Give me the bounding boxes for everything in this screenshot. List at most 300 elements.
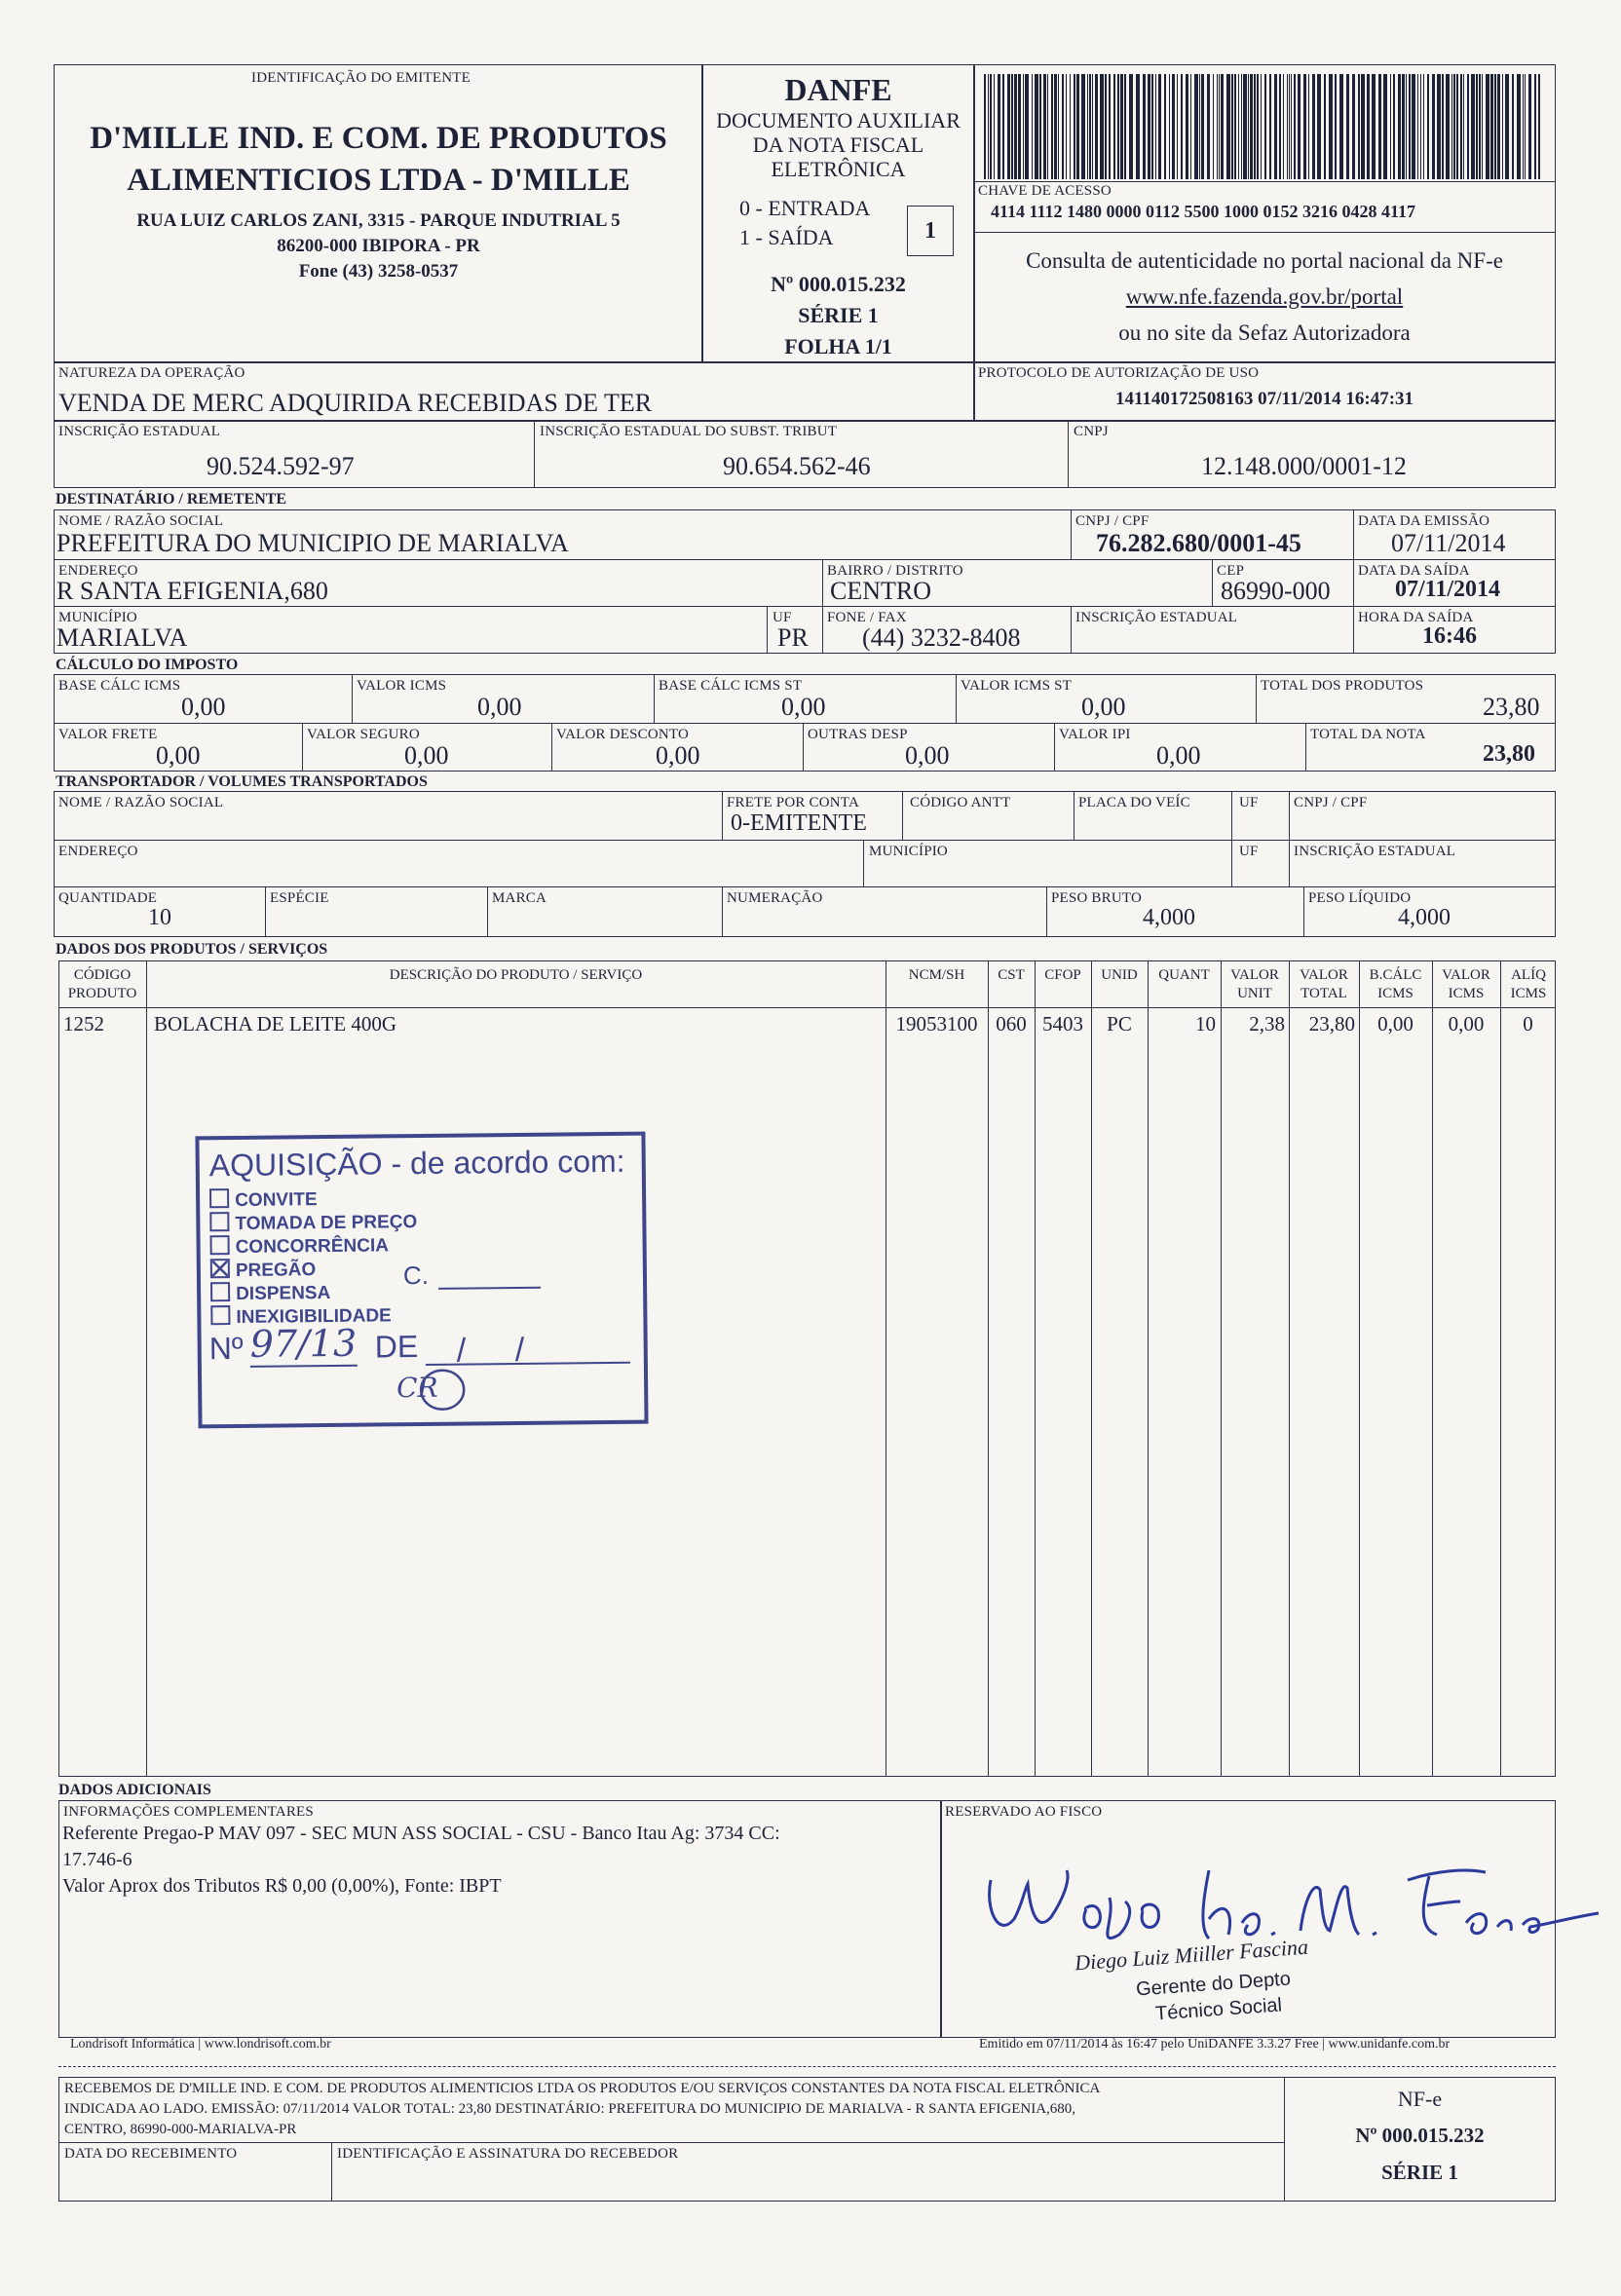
checkbox-icon [209, 1212, 229, 1231]
dest-saida-label: DATA DA SAÍDA [1358, 563, 1470, 579]
danfe-saida: 1 - SAÍDA [739, 225, 834, 249]
barcode-bar [1058, 74, 1059, 179]
barcode-bar [1011, 74, 1013, 179]
iest-label: INSCRIÇÃO ESTADUAL DO SUBST. TRIBUT [540, 424, 838, 439]
barcode-bar [1378, 74, 1381, 179]
barcode-bar [1346, 74, 1349, 179]
cell-cst: 060 [996, 1012, 1027, 1035]
th-valor-icms: VALOR ICMS [1442, 967, 1490, 1001]
canhoto-line-2: INDICADA AO LADO. EMISSÃO: 07/11/2014 VALOR TOTAL: 23,80 DESTINATÁRIO: PREFEITURA DO MUNICIPIO DE MARIALVA - R SANTA EFIGENIA,680, [64, 2101, 1076, 2117]
base-st-label: BASE CÁLC ICMS ST [659, 678, 803, 694]
th-valor-total: VALOR TOTAL [1300, 967, 1348, 1001]
barcode-bar [1213, 74, 1214, 179]
signature-name: Diego Luiz Miiller Fascina [1074, 1934, 1309, 1976]
chave-url[interactable]: www.nfe.fazenda.gov.br/portal [1125, 284, 1404, 309]
barcode-bar [984, 74, 986, 179]
barcode-bar [1066, 74, 1067, 179]
aquisicao-stamp: AQUISIÇÃO - de acordo com: CONVITE TOMADA DE PREÇO CONCORRÊNCIA PREGÃO DISPENSA INEXIGIBILIDADE C. Nº 97/13 DE / / CR [195, 1132, 648, 1429]
tr-antt-label: CÓDIGO ANTT [910, 795, 1011, 810]
cell-unid: PC [1107, 1012, 1132, 1035]
stamp-rubrica: CR [396, 1371, 438, 1405]
barcode-bar [1248, 74, 1249, 179]
th-cst: CST [998, 967, 1025, 983]
dest-fone-label: FONE / FAX [827, 610, 907, 625]
cnpj-value: 12.148.000/0001-12 [1201, 452, 1407, 480]
barcode-bar [1317, 74, 1321, 179]
barcode-bar [1151, 74, 1153, 179]
protocolo-label: PROTOCOLO DE AUTORIZAÇÃO DE USO [978, 365, 1260, 381]
barcode-bar [1155, 74, 1156, 179]
barcode-bar [1352, 74, 1355, 179]
barcode-bar [1451, 74, 1452, 179]
barcode-bar [1283, 74, 1284, 179]
seguro: 0,00 [404, 741, 449, 770]
danfe-title: DANFE [784, 72, 892, 107]
seguro-label: VALOR SEGURO [307, 727, 420, 742]
canhoto-line-1: RECEBEMOS DE D'MILLE IND. E COM. DE PRODUTOS ALIMENTICIOS LTDA OS PRODUTOS E/OU SERVIÇOS CONSTANTES DA NOTA FISCAL ELETRÔNICA [64, 2081, 1101, 2096]
stamp-opt-concorrencia: CONCORRÊNCIA [210, 1233, 444, 1260]
destinatario-section: DESTINATÁRIO / REMETENTE [56, 491, 287, 508]
barcode-bar [1207, 74, 1210, 179]
tr-marca-label: MARCA [492, 890, 547, 906]
info-line-1: Referente Pregao-P MAV 097 - SEC MUN ASS SOCIAL - CSU - Banco Itau Ag: 3734 CC: [62, 1823, 780, 1844]
info-line-2: 17.746-6 [62, 1849, 132, 1870]
tr-ie-label: INSCRIÇÃO ESTADUAL [1294, 844, 1456, 859]
ie-label: INSCRIÇÃO ESTADUAL [58, 424, 221, 439]
natureza-value: VENDA DE MERC ADQUIRIDA RECEBIDAS DE TER [58, 389, 653, 417]
emitente-label: IDENTIFICAÇÃO DO EMITENTE [251, 70, 471, 86]
barcode-bar [1087, 74, 1088, 179]
cell-codigo: 1252 [63, 1012, 104, 1035]
barcode-bar [1047, 74, 1048, 179]
barcode-bar [1372, 74, 1376, 179]
barcode-bar [1279, 74, 1281, 179]
canhoto-numero: Nº 000.015.232 [1355, 2124, 1485, 2147]
barcode-bar [1390, 74, 1391, 179]
barcode-bar [1117, 74, 1119, 179]
chave-consulta-1: Consulta de autenticidade no portal nacional da NF-e [1026, 248, 1503, 273]
chave-value: 4114 1112 1480 0000 0112 5500 1000 0152 3216 0428 4117 [991, 202, 1416, 221]
footer-right: Emitido em 07/11/2014 às 16:47 pelo UniDANFE 3.3.27 Free | www.unidanfe.com.br [979, 2037, 1451, 2051]
barcode-bar [1409, 74, 1411, 179]
barcode-bar [1136, 74, 1140, 179]
barcode-bar [1089, 74, 1091, 179]
cell-bcalc: 0,00 [1377, 1012, 1414, 1035]
canhoto-assinatura-label: IDENTIFICAÇÃO E ASSINATURA DO RECEBEDOR [337, 2146, 679, 2162]
barcode-bar [1437, 74, 1441, 179]
barcode-bar [1199, 74, 1200, 179]
tr-uf-label: UF [1239, 795, 1259, 810]
valor-icms-label: VALOR ICMS [357, 678, 447, 694]
barcode-bar [1023, 74, 1024, 179]
barcode-bar [1312, 74, 1315, 179]
barcode-bar [1164, 74, 1166, 179]
barcode-bar [1054, 74, 1057, 179]
signature-cargo-1: Gerente do Depto [1135, 1968, 1292, 2001]
signature-cargo-2: Técnico Social [1154, 1994, 1283, 2025]
barcode-bar [1201, 74, 1204, 179]
total-prod-label: TOTAL DOS PRODUTOS [1261, 678, 1424, 694]
stamp-de-label: DE [374, 1329, 419, 1365]
emitente-name-2: ALIMENTICIOS LTDA - D'MILLE [127, 163, 630, 198]
barcode-bar [994, 74, 995, 179]
stamp-opt-dispensa: DISPENSA [210, 1280, 444, 1306]
dest-cnpj-label: CNPJ / CPF [1075, 513, 1150, 529]
barcode-bar [1453, 74, 1455, 179]
barcode-bar [1406, 74, 1407, 179]
th-codigo: CÓDIGO PRODUTO [67, 967, 137, 1001]
tr-qtd: 10 [148, 905, 171, 930]
cell-descricao: BOLACHA DE LEITE 400G [154, 1012, 397, 1035]
frete: 0,00 [156, 741, 201, 770]
canhoto-serie: SÉRIE 1 [1381, 2161, 1458, 2184]
barcode-bar [1476, 74, 1478, 179]
barcode-bar [1479, 74, 1481, 179]
valor-icms: 0,00 [477, 693, 522, 721]
barcode-bar [1169, 74, 1170, 179]
fisco-label: RESERVADO AO FISCO [945, 1804, 1103, 1820]
emitente-city: 86200-000 IBIPORA - PR [277, 236, 480, 256]
barcode-bar [1257, 74, 1259, 179]
tr-endereco-label: ENDEREÇO [58, 844, 138, 859]
danfe-sub-1: DOCUMENTO AUXILIAR [716, 108, 961, 132]
dest-endereco: R SANTA EFIGENIA,680 [57, 577, 328, 605]
tr-numeracao-label: NUMERAÇÃO [727, 890, 823, 906]
barcode-bar [1018, 74, 1021, 179]
barcode-bar [1181, 74, 1183, 179]
rubrica-circle [418, 1368, 467, 1413]
cell-valor-unit: 2,38 [1249, 1012, 1285, 1035]
footer-left: Londrisoft Informática | www.londrisoft.com.br [70, 2037, 331, 2051]
cell-quant: 10 [1195, 1012, 1216, 1035]
barcode-bar [1002, 74, 1004, 179]
valor-st: 0,00 [1081, 693, 1126, 721]
barcode-bar [1402, 74, 1405, 179]
tr-placa-label: PLACA DO VEÍC [1078, 795, 1190, 810]
barcode-bar [1217, 74, 1218, 179]
barcode-bar [1234, 74, 1236, 179]
barcode-bar [1525, 74, 1526, 179]
barcode-bar [1463, 74, 1464, 179]
barcode-bar [1291, 74, 1292, 179]
barcode-bar [1303, 74, 1306, 179]
barcode-bar [1490, 74, 1493, 179]
barcode-bar [1221, 74, 1224, 179]
barcode-bar [1274, 74, 1277, 179]
checkbox-icon [210, 1282, 230, 1301]
th-cfop: CFOP [1044, 967, 1081, 983]
outras-label: OUTRAS DESP [808, 727, 908, 742]
checkbox-icon [210, 1235, 230, 1255]
barcode-bar [1172, 74, 1175, 179]
barcode-bar [1486, 74, 1489, 179]
barcode-bar [1538, 74, 1540, 179]
barcode-bar [1446, 74, 1450, 179]
ipi: 0,00 [1156, 741, 1201, 770]
barcode-image [984, 74, 1545, 179]
barcode-bar [1432, 74, 1435, 179]
base-icms: 0,00 [181, 693, 226, 721]
natureza-label: NATUREZA DA OPERAÇÃO [58, 365, 245, 381]
dest-cep-label: CEP [1217, 563, 1245, 579]
tr-uf2-label: UF [1239, 844, 1259, 859]
tr-peso-liquido: 4,000 [1398, 905, 1451, 930]
barcode-bar [1264, 74, 1266, 179]
dest-bairro-label: BAIRRO / DISTRITO [827, 563, 963, 579]
canhoto-data-label: DATA DO RECEBIMENTO [64, 2146, 238, 2162]
barcode-bar [1025, 74, 1029, 179]
barcode-bar [1420, 74, 1421, 179]
dest-municipio-label: MUNICÍPIO [58, 610, 137, 625]
dest-endereco-label: ENDEREÇO [58, 563, 138, 579]
barcode-bar [1427, 74, 1429, 179]
info-label: INFORMAÇÕES COMPLEMENTARES [63, 1804, 314, 1820]
barcode-bar [1238, 74, 1239, 179]
barcode-bar [1062, 74, 1064, 179]
barcode-bar [1467, 74, 1469, 179]
barcode-bar [1007, 74, 1010, 179]
valor-st-label: VALOR ICMS ST [961, 678, 1073, 694]
checkbox-icon [209, 1188, 229, 1208]
dest-uf-label: UF [773, 610, 792, 625]
barcode-bar [1109, 74, 1111, 179]
dest-hora-label: HORA DA SAÍDA [1358, 610, 1474, 625]
barcode-bar [1393, 74, 1395, 179]
stamp-opt-pregao: PREGÃO [210, 1257, 444, 1283]
barcode-bar [1497, 74, 1500, 179]
stamp-title: AQUISIÇÃO - de acordo com: [208, 1143, 625, 1184]
barcode-bar [1105, 74, 1107, 179]
barcode-bar [1070, 74, 1071, 179]
dest-fone: (44) 3232-8408 [862, 623, 1021, 652]
tr-peso-bruto: 4,000 [1143, 905, 1195, 930]
barcode-bar [1100, 74, 1104, 179]
stamp-opt-tomada: TOMADA DE PREÇO [209, 1210, 443, 1236]
th-valor-unit: VALOR UNIT [1230, 967, 1279, 1001]
barcode-bar [1254, 74, 1256, 179]
barcode-bar [1226, 74, 1230, 179]
barcode-bar [1308, 74, 1309, 179]
canhoto-nfe: NF-e [1397, 2087, 1443, 2111]
transportador-section: TRANSPORTADOR / VOLUMES TRANSPORTADOS [56, 773, 428, 790]
chave-label: CHAVE DE ACESSO [978, 183, 1112, 199]
barcode-bar [1294, 74, 1296, 179]
stamp-opt-convite: CONVITE [209, 1186, 443, 1213]
dest-saida: 07/11/2014 [1395, 577, 1501, 602]
barcode-bar [1051, 74, 1053, 179]
barcode-bar [1367, 74, 1370, 179]
iest-value: 90.654.562-46 [723, 452, 871, 480]
cut-line [58, 2066, 1556, 2067]
base-icms-label: BASE CÁLC ICMS [58, 678, 181, 694]
barcode-bar [1335, 74, 1337, 179]
checkbox-icon [210, 1305, 230, 1325]
barcode-bar [1250, 74, 1253, 179]
dest-nome-label: NOME / RAZÃO SOCIAL [58, 513, 224, 529]
barcode-bar [1528, 74, 1531, 179]
ipi-label: VALOR IPI [1059, 727, 1131, 742]
barcode-bar [1074, 74, 1075, 179]
stamp-numero-hand: 97/13 [249, 1321, 358, 1366]
danfe-entrada: 0 - ENTRADA [739, 196, 871, 220]
barcode-bar [1039, 74, 1041, 179]
barcode-bar [1219, 74, 1220, 179]
barcode-bar [1534, 74, 1536, 179]
imposto-section: CÁLCULO DO IMPOSTO [56, 657, 239, 673]
barcode-bar [1456, 74, 1458, 179]
barcode-bar [1095, 74, 1098, 179]
barcode-bar [1158, 74, 1161, 179]
dest-emissao: 07/11/2014 [1391, 529, 1506, 557]
barcode-bar [1523, 74, 1524, 179]
barcode-bar [1043, 74, 1046, 179]
desconto-label: VALOR DESCONTO [556, 727, 690, 742]
barcode-bar [1143, 74, 1146, 179]
barcode-bar [1124, 74, 1126, 179]
barcode-bar [1190, 74, 1191, 179]
barcode-bar [1269, 74, 1271, 179]
checked-checkbox-icon [210, 1259, 230, 1278]
danfe-numero: Nº 000.015.232 [771, 272, 906, 296]
ie-value: 90.524.592-97 [207, 452, 355, 480]
tr-frete-label: FRETE POR CONTA [727, 795, 859, 810]
desconto: 0,00 [656, 741, 700, 770]
danfe-sub-3: ELETRÔNICA [771, 157, 906, 181]
barcode-bar [1081, 74, 1085, 179]
cell-aliq: 0 [1523, 1012, 1533, 1035]
frete-label: VALOR FRETE [58, 727, 158, 742]
barcode-bar [1186, 74, 1188, 179]
barcode-bar [1289, 74, 1290, 179]
barcode-bar [1329, 74, 1333, 179]
dest-cep: 86990-000 [1221, 577, 1331, 605]
th-ncm: NCM/SH [908, 967, 965, 983]
barcode-bar [1517, 74, 1521, 179]
barcode-bar [1177, 74, 1178, 179]
barcode-bar [1494, 74, 1496, 179]
th-quant: QUANT [1158, 967, 1210, 983]
barcode-bar [1014, 74, 1017, 179]
barcode-bar [1512, 74, 1514, 179]
barcode-bar [1502, 74, 1503, 179]
stamp-numero-label: Nº [208, 1330, 244, 1367]
produtos-section: DADOS DOS PRODUTOS / SERVIÇOS [56, 941, 328, 958]
stamp-opt-inexigibilidade: INEXIGIBILIDADE [210, 1303, 444, 1330]
cell-valor-icms: 0,00 [1448, 1012, 1485, 1035]
barcode-bar [1287, 74, 1288, 179]
total-prod: 23,80 [1483, 693, 1540, 721]
tr-peso-bruto-label: PESO BRUTO [1051, 890, 1142, 906]
info-line-3: Valor Aprox dos Tributos R$ 0,00 (0,00%), Fonte: IBPT [62, 1875, 502, 1897]
barcode-bar [1092, 74, 1093, 179]
outras: 0,00 [905, 741, 950, 770]
barcode-bar [1412, 74, 1415, 179]
barcode-bar [1398, 74, 1401, 179]
dest-cnpj: 76.282.680/0001-45 [1096, 529, 1301, 557]
th-aliq-icms: ALÍQ ICMS [1510, 967, 1547, 1001]
cell-cfop: 5403 [1042, 1012, 1083, 1035]
dest-bairro: CENTRO [830, 577, 931, 605]
barcode-bar [1505, 74, 1509, 179]
total-nota: 23,80 [1483, 741, 1535, 767]
barcode-bar [1358, 74, 1360, 179]
dest-uf: PR [777, 623, 809, 652]
emitente-name-1: D'MILLE IND. E COM. DE PRODUTOS [90, 121, 667, 156]
barcode-bar [1471, 74, 1475, 179]
barcode-bar [1383, 74, 1387, 179]
barcode-bar [1460, 74, 1462, 179]
barcode-bar [1129, 74, 1133, 179]
barcode-bar [1035, 74, 1038, 179]
dest-nome: PREFEITURA DO MUNICIPIO DE MARIALVA [57, 529, 569, 557]
barcode-bar [1442, 74, 1444, 179]
barcode-bar [1076, 74, 1079, 179]
protocolo-value: 141140172508163 07/11/2014 16:47:31 [1114, 389, 1414, 409]
tr-especie-label: ESPÉCIE [270, 890, 329, 906]
barcode-bar [1324, 74, 1326, 179]
th-unid: UNID [1101, 967, 1138, 983]
tr-peso-liquido-label: PESO LÍQUIDO [1308, 890, 1412, 906]
chave-consulta-2: ou no site da Sefaz Autorizadora [1118, 320, 1411, 345]
tr-nome-label: NOME / RAZÃO SOCIAL [58, 795, 224, 810]
dest-municipio: MARIALVA [57, 623, 188, 652]
canhoto-line-3: CENTRO, 86990-000-MARIALVA-PR [64, 2122, 297, 2137]
base-st: 0,00 [781, 693, 826, 721]
signature-image [979, 1841, 1602, 1948]
th-descricao: DESCRIÇÃO DO PRODUTO / SERVIÇO [389, 967, 643, 983]
cnpj-label: CNPJ [1074, 424, 1109, 439]
total-nota-label: TOTAL DA NOTA [1310, 727, 1426, 742]
emitente-phone: Fone (43) 3258-0537 [298, 261, 459, 282]
barcode-bar [1194, 74, 1198, 179]
barcode-bar [1241, 74, 1242, 179]
emitente-address: RUA LUIZ CARLOS ZANI, 3315 - PARQUE INDUTRIAL 5 [136, 210, 621, 231]
cell-ncm: 19053100 [895, 1012, 978, 1035]
barcode-bar [1261, 74, 1262, 179]
barcode-bar [1482, 74, 1483, 179]
danfe-tipo: 1 [907, 206, 954, 256]
barcode-bar [1417, 74, 1418, 179]
cell-valor-total: 23,80 [1308, 1012, 1355, 1035]
barcode-bar [1032, 74, 1033, 179]
dest-ie-label: INSCRIÇÃO ESTADUAL [1075, 610, 1238, 625]
barcode-bar [1243, 74, 1247, 179]
dest-hora: 16:46 [1422, 623, 1477, 649]
barcode-bar [1113, 74, 1115, 179]
danfe-serie: SÉRIE 1 [798, 303, 879, 327]
danfe-folha: FOLHA 1/1 [784, 334, 892, 358]
barcode-bar [1148, 74, 1150, 179]
barcode-bar [1298, 74, 1301, 179]
adicionais-section: DADOS ADICIONAIS [58, 1782, 211, 1798]
tr-qtd-label: QUANTIDADE [58, 890, 158, 906]
tr-frete: 0-EMITENTE [731, 810, 867, 836]
barcode-bar [998, 74, 1000, 179]
stamp-c-label: C. [402, 1260, 430, 1291]
tr-cnpj-label: CNPJ / CPF [1294, 795, 1368, 810]
danfe-sub-2: DA NOTA FISCAL [752, 132, 924, 157]
barcode-bar [1361, 74, 1365, 179]
dest-emissao-label: DATA DA EMISSÃO [1358, 513, 1490, 529]
barcode-bar [1231, 74, 1233, 179]
barcode-bar [1120, 74, 1123, 179]
barcode-bar [1423, 74, 1424, 179]
barcode-bar [988, 74, 989, 179]
tr-municipio-label: MUNICÍPIO [869, 844, 948, 859]
barcode-bar [990, 74, 992, 179]
barcode-bar [1339, 74, 1343, 179]
th-bcalc-icms: B.CÁLC ICMS [1369, 967, 1422, 1001]
